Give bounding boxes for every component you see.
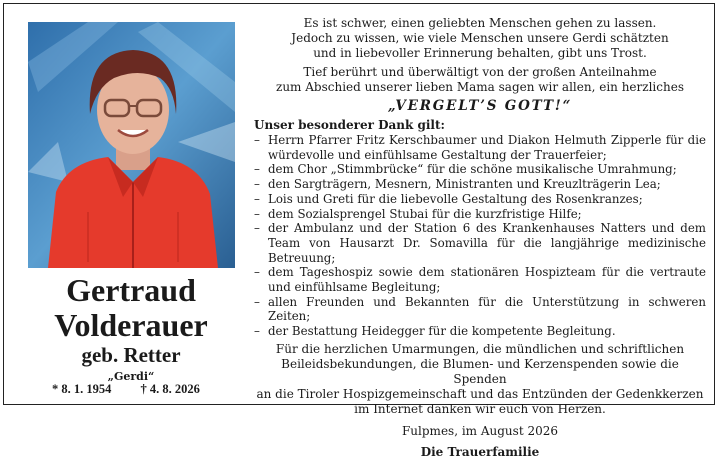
thanks-item: – den Sargträgern, Mesnern, Ministranten und Kreuzlträgerin Lea; xyxy=(254,177,706,192)
thanks-item: – der Ambulanz und der Station 6 des Krankenhauses Natters und dem Team von Hausarzt Dr. Somavilla für die langjährige medizinische Betreuung; xyxy=(254,221,706,265)
closing-line: im Internet danken wir euch von Herzen. xyxy=(354,401,606,416)
first-name: Gertraud xyxy=(66,272,196,308)
thanks-item: – der Bestattung Heidegger für die kompetente Begleitung. xyxy=(254,324,706,339)
closing-line: Für die herzlichen Umarmungen, die mündlichen und schriftlichen xyxy=(275,341,685,356)
nickname: „Gerdi“ xyxy=(107,370,155,383)
life-dates xyxy=(52,382,200,397)
thanks-list xyxy=(254,133,706,339)
closing-paragraph xyxy=(254,342,706,417)
intro-line: und in liebevoller Erinnerung behalten, gibt uns Trost. xyxy=(313,46,647,60)
vergelts-gott-heading: „VERGELT’S GOTT!“ xyxy=(387,98,573,114)
closing-line: Beileidsbekundungen, die Blumen- und Kerzenspenden sowie die Spenden xyxy=(281,356,679,386)
obituary-card xyxy=(3,3,715,459)
thanks-item: – allen Freunden und Bekannten für die Unterstützung in schweren Zeiten; xyxy=(254,295,706,324)
thanks-heading: Unser besonderer Dank gilt: xyxy=(254,118,445,132)
signature: Die Trauerfamilie xyxy=(420,444,540,459)
thanks-item: – dem Sozialsprengel Stubai für die kurzfristige Hilfe; xyxy=(254,207,706,222)
birth-name: geb. Retter xyxy=(81,343,181,367)
portrait-photo xyxy=(28,22,235,268)
intro-line: Jedoch zu wissen, wie viele Menschen unsere Gerdi schätzten xyxy=(291,31,669,45)
gratitude-line: Tief berührt und überwältigt von der großen Anteilnahme xyxy=(303,65,657,79)
death-date: † 4. 8. 2026 xyxy=(140,382,200,396)
birth-date: * 8. 1. 1954 xyxy=(52,382,112,396)
thanks-item: – Herrn Pfarrer Fritz Kerschbaumer und Diakon Helmuth Zipperle für die würdevolle und einfühlsame Gestaltung der Trauerfeier; xyxy=(254,133,706,162)
thanks-item: – Lois und Greti für die liebevolle Gestaltung des Rosenkranzes; xyxy=(254,192,706,207)
thanks-item: – dem Tageshospiz sowie dem stationären Hospizteam für die vertraute und einfühlsame Begleitung; xyxy=(254,265,706,294)
closing-line: an die Tiroler Hospizgemeinschaft und das Entzünden der Gedenkkerzen xyxy=(256,386,704,401)
place-date: Fulpmes, im August 2026 xyxy=(401,423,558,438)
thanks-item: – dem Chor „Stimmbrücke“ für die schöne musikalische Umrahmung; xyxy=(254,162,706,177)
text-column xyxy=(254,14,706,460)
gratitude-paragraph xyxy=(254,65,706,95)
gratitude-line: zum Abschied unserer lieben Mama sagen wir allen, ein herzliches xyxy=(276,80,684,94)
intro-paragraph xyxy=(254,16,706,61)
intro-line: Es ist schwer, einen geliebten Menschen gehen zu lassen. xyxy=(303,16,657,30)
last-name: Volderauer xyxy=(54,307,208,343)
